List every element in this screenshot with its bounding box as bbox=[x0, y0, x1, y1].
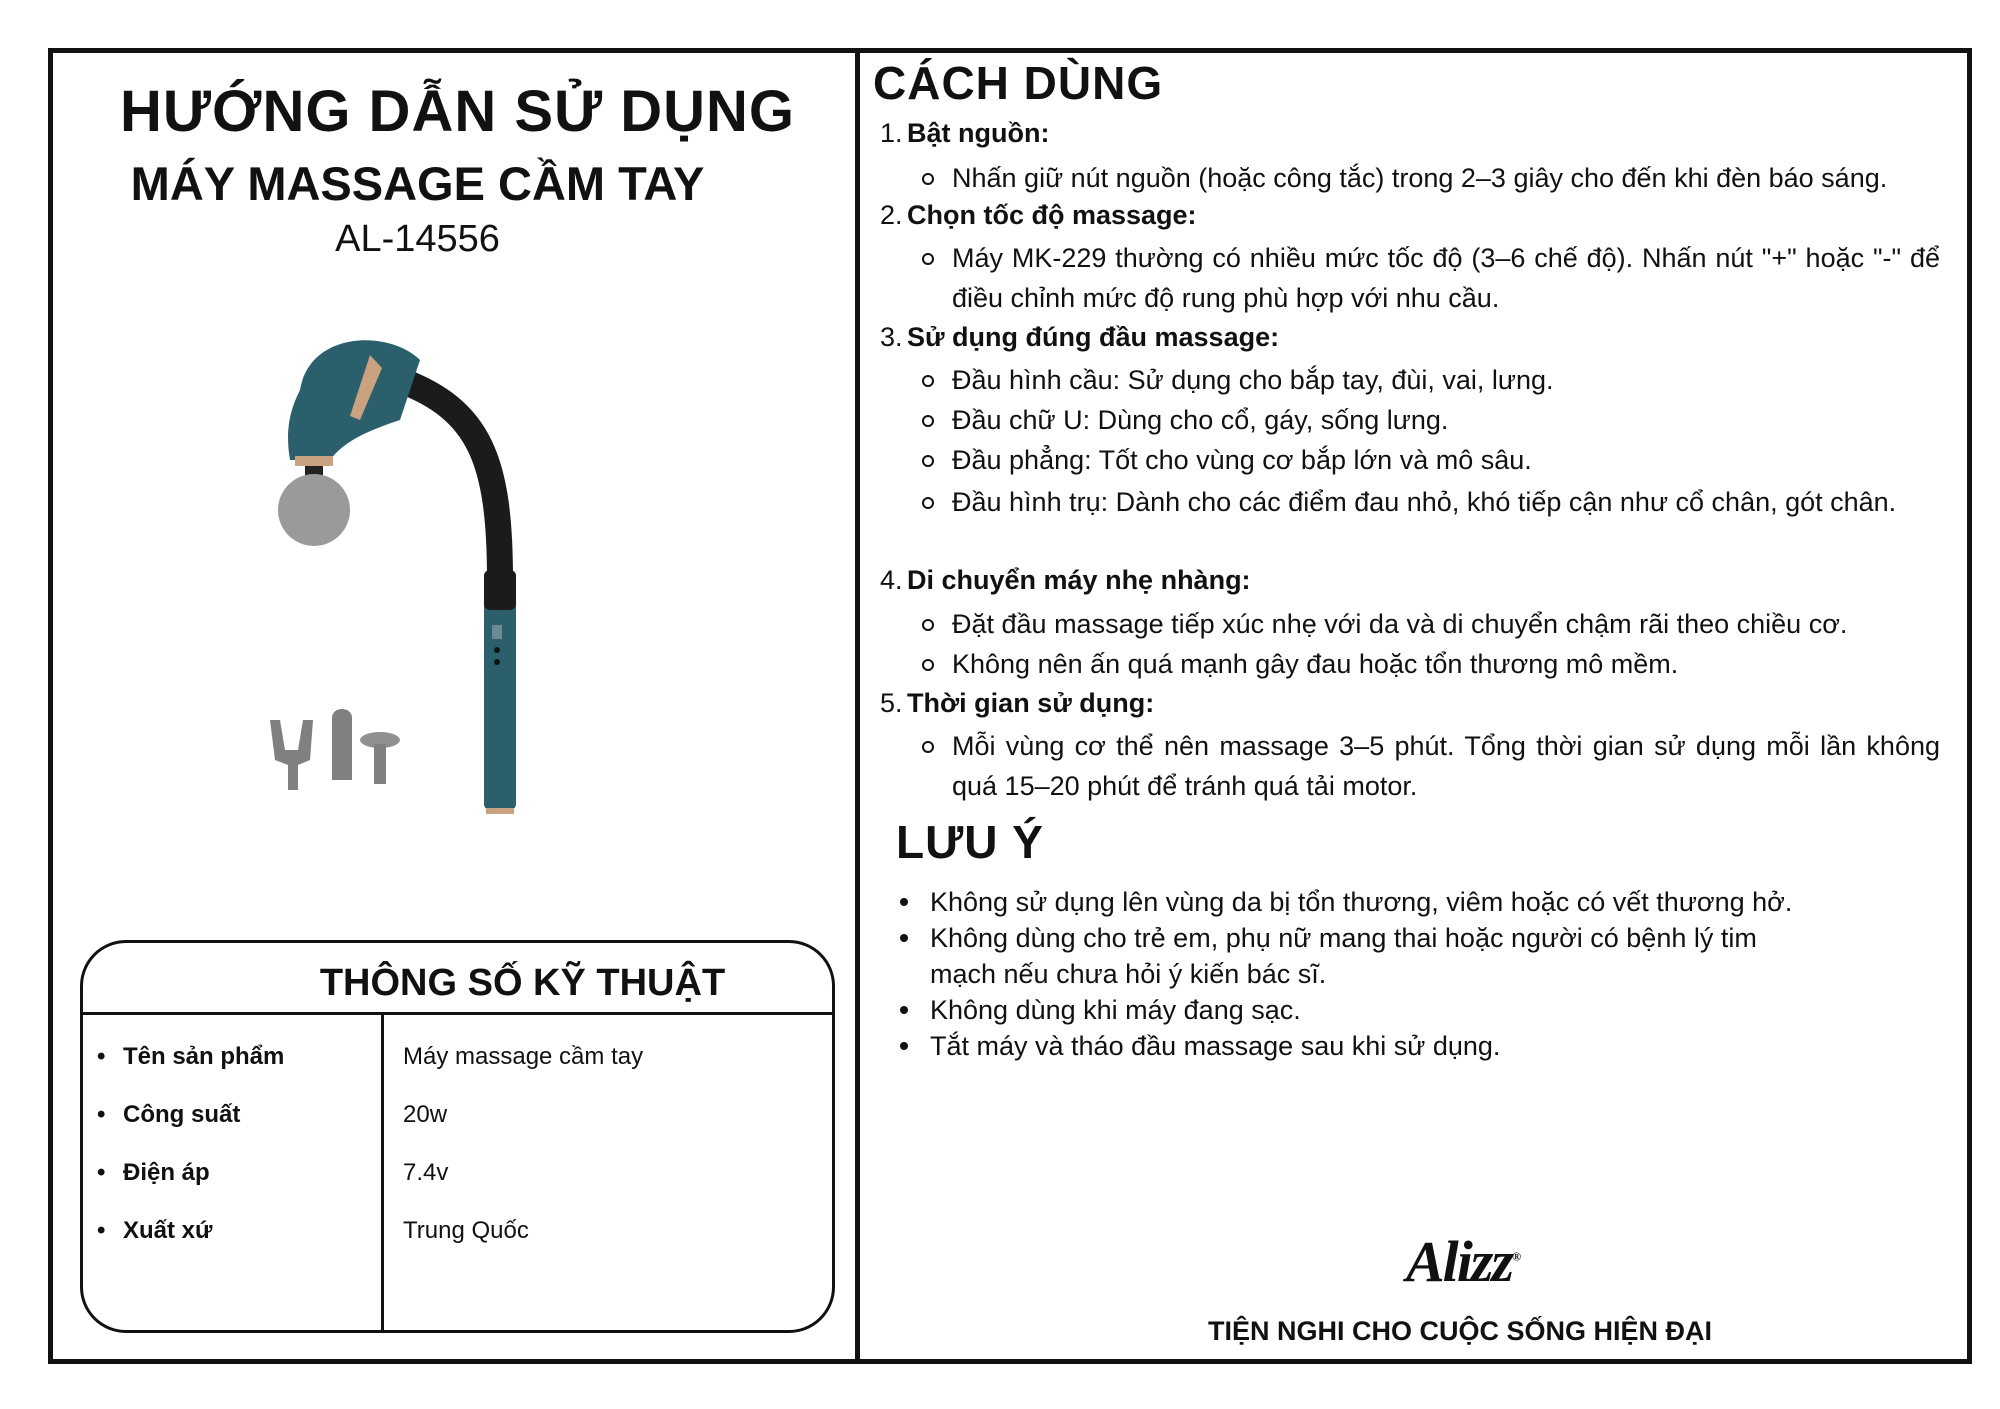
spec-label: • Điện áp bbox=[123, 1159, 210, 1187]
step-detail: Mỗi vùng cơ thể nên massage 3–5 phút. Tổng thời gian sử dụng mỗi lần không quá 15–20 phút để tránh quá tải motor. bbox=[952, 726, 1940, 806]
step-heading bbox=[880, 200, 1197, 231]
spec-row bbox=[83, 1043, 832, 1083]
step-detail: Đầu hình cầu: Sử dụng cho bắp tay, đùi, vai, lưng. bbox=[952, 360, 1940, 400]
spec-label: • Công suất bbox=[123, 1101, 240, 1129]
spec-value: 20w bbox=[403, 1101, 448, 1128]
spec-label: • Tên sản phẩm bbox=[123, 1043, 284, 1071]
note-item: Không dùng khi máy đang sạc. bbox=[930, 992, 1830, 1028]
model-number: AL-14556 bbox=[335, 218, 500, 260]
step-number: 2. bbox=[880, 200, 903, 230]
spec-value: Máy massage cầm tay bbox=[403, 1043, 644, 1070]
spec-value: 7.4v bbox=[403, 1159, 449, 1186]
step-title: Chọn tốc độ massage: bbox=[907, 200, 1197, 230]
step-number: 3. bbox=[880, 322, 903, 352]
usage-heading: CÁCH DÙNG bbox=[873, 57, 1164, 109]
notes-heading: LƯU Ý bbox=[896, 816, 1044, 868]
step-detail: Đầu phẳng: Tốt cho vùng cơ bắp lớn và mô sâu. bbox=[952, 440, 1940, 480]
step-heading bbox=[880, 688, 1154, 719]
product-name: MÁY MASSAGE CẦM TAY bbox=[130, 157, 705, 210]
brand-slogan: TIỆN NGHI CHO CUỘC SỐNG HIỆN ĐẠI bbox=[1207, 1316, 1713, 1346]
step-number: 4. bbox=[880, 565, 903, 595]
page-title: HƯỚNG DẪN SỬ DỤNG bbox=[119, 79, 796, 144]
step-detail: Máy MK-229 thường có nhiều mức tốc độ (3–6 chế độ). Nhấn nút "+" hoặc "-" để điều chỉnh mức độ rung phù hợp với nhu cầu. bbox=[952, 238, 1940, 318]
spec-title: THÔNG SỐ KỸ THUẬT bbox=[83, 943, 832, 1015]
step-heading bbox=[880, 565, 1251, 596]
step-detail: Đặt đầu massage tiếp xúc nhẹ với da và di chuyển chậm rãi theo chiều cơ. bbox=[952, 604, 1940, 644]
note-item: Tắt máy và tháo đầu massage sau khi sử dụng. bbox=[930, 1028, 1830, 1064]
step-title: Di chuyển máy nhẹ nhàng: bbox=[907, 565, 1251, 595]
spec-row bbox=[83, 1159, 832, 1199]
step-heading bbox=[880, 322, 1279, 353]
note-item: Không sử dụng lên vùng da bị tổn thương, viêm hoặc có vết thương hở. bbox=[930, 884, 1830, 920]
brand-logo bbox=[1406, 1228, 1519, 1295]
spec-row bbox=[83, 1217, 832, 1257]
step-heading bbox=[880, 118, 1049, 149]
note-item: Không dùng cho trẻ em, phụ nữ mang thai hoặc người có bệnh lý tim mạch nếu chưa hỏi ý kiến bác sĩ. bbox=[930, 920, 1830, 992]
step-title: Sử dụng đúng đầu massage: bbox=[907, 322, 1280, 352]
spec-label: • Xuất xứ bbox=[123, 1217, 212, 1245]
massage-gun-image bbox=[250, 320, 610, 840]
step-detail: Không nên ấn quá mạnh gây đau hoặc tổn thương mô mềm. bbox=[952, 644, 1940, 684]
spec-value: Trung Quốc bbox=[403, 1217, 529, 1244]
spec-row bbox=[83, 1101, 832, 1141]
step-title: Bật nguồn: bbox=[907, 118, 1050, 148]
spec-table bbox=[80, 940, 835, 1333]
column-divider bbox=[855, 48, 860, 1364]
step-detail: Đầu chữ U: Dùng cho cổ, gáy, sống lưng. bbox=[952, 400, 1940, 440]
step-title: Thời gian sử dụng: bbox=[907, 688, 1155, 718]
step-number: 1. bbox=[880, 118, 903, 148]
registered-mark: ® bbox=[1512, 1249, 1520, 1264]
brand-logo-text: Alizz bbox=[1406, 1229, 1513, 1294]
step-detail: Nhấn giữ nút nguồn (hoặc công tắc) trong 2–3 giây cho đến khi đèn báo sáng. bbox=[952, 158, 1940, 198]
step-number: 5. bbox=[880, 688, 903, 718]
step-detail: Đầu hình trụ: Dành cho các điểm đau nhỏ, khó tiếp cận như cổ chân, gót chân. bbox=[952, 482, 1940, 522]
